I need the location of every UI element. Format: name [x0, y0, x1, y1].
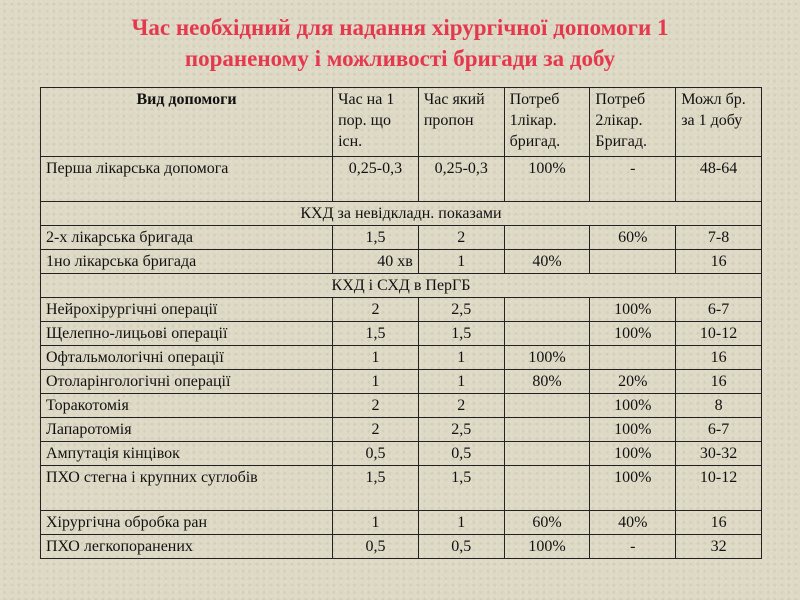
cell-capacity: 10-12: [676, 322, 762, 346]
section-header-urgent: [41, 202, 762, 226]
table-row: [41, 394, 762, 418]
table-row: [41, 511, 762, 535]
cell-need-two: -: [590, 535, 676, 559]
cell-capacity: 16: [676, 346, 762, 370]
cell-need-two: 60%: [590, 226, 676, 250]
cell-name: ПХО стегна і крупних суглобів: [41, 466, 333, 511]
cell-time-proposed: 2: [418, 394, 504, 418]
cell-time-proposed: 0,5: [418, 535, 504, 559]
cell-need-one: [504, 298, 590, 322]
cell-need-one: 100%: [504, 535, 590, 559]
cell-need-one: [504, 226, 590, 250]
cell-time-proposed: 2,5: [418, 298, 504, 322]
cell-capacity: 6-7: [676, 298, 762, 322]
title-line-1: Час необхідний для надання хірургічної допомоги 1: [131, 15, 669, 40]
header-need-one-doctor: Потреб 1лікар. бригад.: [504, 88, 590, 157]
table-row: [41, 322, 762, 346]
cell-need-two: [590, 346, 676, 370]
cell-need-one: [504, 394, 590, 418]
table-header-row: [41, 88, 762, 157]
cell-name: Лапаротомія: [41, 418, 333, 442]
cell-need-two: 100%: [590, 394, 676, 418]
cell-need-two: 100%: [590, 466, 676, 511]
cell-name: Нейрохірургічні операції: [41, 298, 333, 322]
cell-need-two: 100%: [590, 322, 676, 346]
cell-time-existing: 1: [333, 346, 419, 370]
cell-capacity: 16: [676, 511, 762, 535]
cell-need-two: [590, 250, 676, 274]
cell-time-existing: 2: [333, 298, 419, 322]
cell-name: Перша лікарська допомога: [41, 157, 333, 202]
section-label-pergb: КХД і СХД в ПерГБ: [41, 274, 762, 298]
cell-name: Офтальмологічні операції: [41, 346, 333, 370]
cell-time-proposed: 0,25-0,3: [418, 157, 504, 202]
cell-capacity: 16: [676, 370, 762, 394]
cell-name: Отоларінгологічні операції: [41, 370, 333, 394]
cell-time-existing: 1: [333, 511, 419, 535]
cell-capacity: 10-12: [676, 466, 762, 511]
cell-time-existing: 40 хв: [333, 250, 419, 274]
cell-time-existing: 1: [333, 370, 419, 394]
table-row: [41, 250, 762, 274]
cell-capacity: 16: [676, 250, 762, 274]
cell-name: Щелепно-лицьові операції: [41, 322, 333, 346]
cell-need-two: 20%: [590, 370, 676, 394]
cell-need-one: 60%: [504, 511, 590, 535]
cell-time-proposed: 1,5: [418, 466, 504, 511]
table-row: [41, 298, 762, 322]
cell-need-two: 100%: [590, 298, 676, 322]
header-time-existing: Час на 1 пор. що існ.: [333, 88, 419, 157]
header-capacity-per-day: Можл бр. за 1 добу: [676, 88, 762, 157]
cell-need-two: 100%: [590, 442, 676, 466]
cell-time-existing: 1,5: [333, 226, 419, 250]
cell-time-existing: 2: [333, 394, 419, 418]
header-time-proposed: Час який пропон: [418, 88, 504, 157]
cell-time-proposed: 0,5: [418, 442, 504, 466]
section-label-urgent: КХД за невідкладн. показами: [41, 202, 762, 226]
cell-name: 1но лікарська бригада: [41, 250, 333, 274]
cell-time-proposed: 2,5: [418, 418, 504, 442]
cell-need-one: [504, 442, 590, 466]
cell-capacity: 48-64: [676, 157, 762, 202]
cell-time-existing: 0,25-0,3: [333, 157, 419, 202]
cell-name: Торакотомія: [41, 394, 333, 418]
cell-need-one: 100%: [504, 157, 590, 202]
table-row: [41, 442, 762, 466]
table-row: [41, 226, 762, 250]
title-line-2: пораненому і можливості бригади за добу: [184, 46, 616, 71]
cell-time-proposed: 2: [418, 226, 504, 250]
cell-time-proposed: 1: [418, 346, 504, 370]
cell-time-proposed: 1,5: [418, 322, 504, 346]
table-row-first-aid: [41, 157, 762, 202]
cell-capacity: 8: [676, 394, 762, 418]
cell-name: ПХО легкопоранених: [41, 535, 333, 559]
surgical-help-table: [40, 87, 762, 559]
cell-capacity: 32: [676, 535, 762, 559]
cell-time-existing: 2: [333, 418, 419, 442]
table-row: [41, 346, 762, 370]
cell-capacity: 7-8: [676, 226, 762, 250]
cell-name: 2-х лікарська бригада: [41, 226, 333, 250]
cell-time-proposed: 1: [418, 511, 504, 535]
table-row: [41, 535, 762, 559]
section-header-pergb: [41, 274, 762, 298]
table-row: [41, 370, 762, 394]
cell-need-one: 40%: [504, 250, 590, 274]
cell-time-proposed: 1: [418, 250, 504, 274]
cell-need-one: [504, 466, 590, 511]
cell-time-existing: 0,5: [333, 535, 419, 559]
cell-need-two: 40%: [590, 511, 676, 535]
cell-need-one: [504, 322, 590, 346]
cell-name: Ампутація кінцівок: [41, 442, 333, 466]
cell-need-two: -: [590, 157, 676, 202]
table-row: [41, 418, 762, 442]
cell-time-existing: 0,5: [333, 442, 419, 466]
cell-time-existing: 1,5: [333, 322, 419, 346]
cell-capacity: 30-32: [676, 442, 762, 466]
header-help-type: Вид допомоги: [41, 88, 333, 157]
table-row: [41, 466, 762, 511]
cell-name: Хірургічна обробка ран: [41, 511, 333, 535]
cell-need-one: 80%: [504, 370, 590, 394]
cell-capacity: 6-7: [676, 418, 762, 442]
cell-need-two: 100%: [590, 418, 676, 442]
cell-time-proposed: 1: [418, 370, 504, 394]
cell-need-one: 100%: [504, 346, 590, 370]
cell-need-one: [504, 418, 590, 442]
slide-title: [40, 12, 760, 74]
header-need-two-doctors: Потреб 2лікар. Бригад.: [590, 88, 676, 157]
cell-time-existing: 1,5: [333, 466, 419, 511]
